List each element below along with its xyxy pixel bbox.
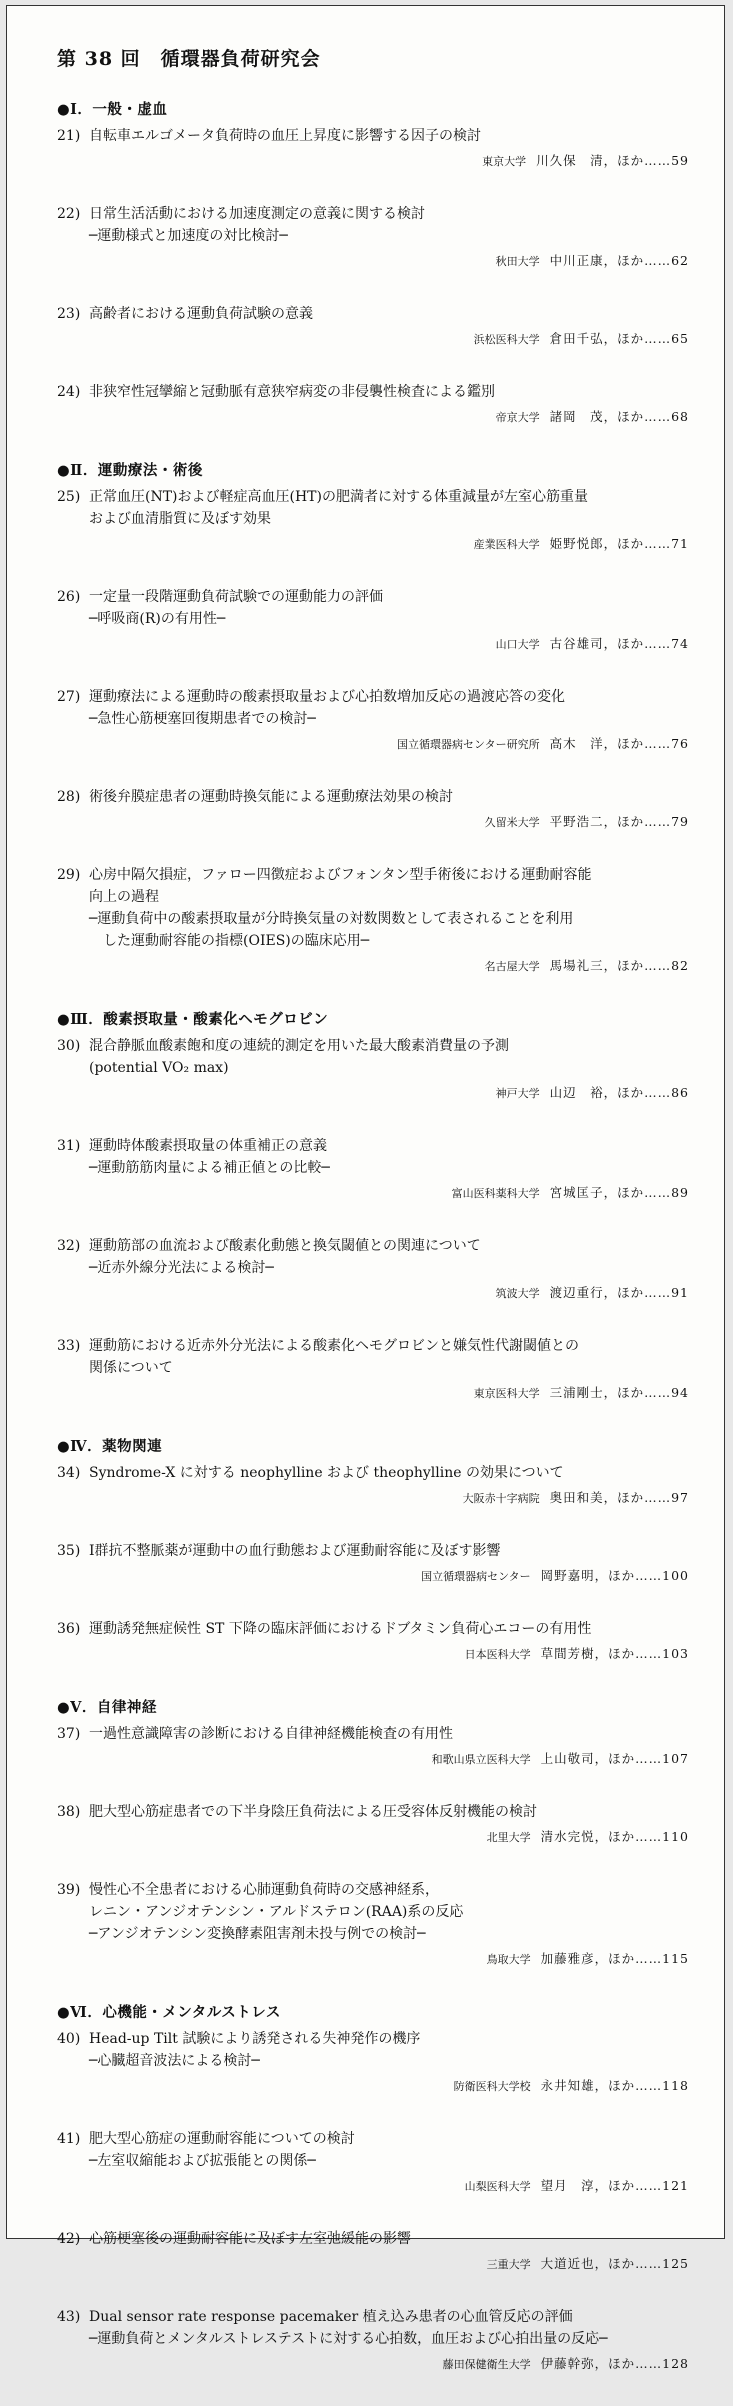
entry-title-line: および血清脂質に及ぼす効果 bbox=[89, 511, 271, 527]
entry-number: 30) bbox=[57, 1038, 81, 1054]
entry-affiliation: 秋田大学 bbox=[495, 255, 540, 268]
entry-author-line bbox=[57, 534, 689, 555]
entry-title-line: 一定量一段階運動負荷試験での運動能力の評価 bbox=[89, 589, 383, 605]
entry-title-line: 運動筋部の血流および酸素化動態と換気閾値との関連について bbox=[89, 1238, 481, 1254]
entry-author-line bbox=[57, 1183, 689, 1204]
entry-subtitle-line: ─アンジオテンシン変換酵素阻害剤未投与例での検討─ bbox=[89, 1926, 426, 1942]
entry-author-page: 高木 洋，ほか……76 bbox=[549, 736, 689, 751]
entry-title-block bbox=[89, 381, 689, 403]
entry-author-line bbox=[57, 151, 689, 172]
entry-number: 34) bbox=[57, 1465, 81, 1481]
entry-number: 33) bbox=[57, 1338, 81, 1354]
toc-entry[interactable] bbox=[57, 381, 689, 428]
entry-affiliation: 藤田保健衛生大学 bbox=[442, 2358, 531, 2371]
entry-number: 40) bbox=[57, 2031, 81, 2047]
entry-author-page: 馬場礼三，ほか……82 bbox=[549, 958, 689, 973]
entry-author-page: 上山敬司，ほか……107 bbox=[540, 1751, 689, 1766]
entry-heading bbox=[57, 2228, 689, 2250]
entry-heading bbox=[57, 486, 689, 530]
entry-heading bbox=[57, 381, 689, 403]
entry-heading bbox=[57, 1235, 689, 1279]
entry-title-block bbox=[89, 2028, 689, 2072]
entry-title-line: Head-up Tilt 試験により誘発される失神発作の機序 bbox=[89, 2031, 421, 2047]
toc-entry[interactable] bbox=[57, 203, 689, 272]
entry-number: 22) bbox=[57, 206, 81, 222]
entry-author-page: 平野浩二，ほか……79 bbox=[549, 814, 689, 829]
entry-title-block bbox=[89, 2128, 689, 2172]
entry-title-block bbox=[89, 1618, 689, 1640]
entry-author-line bbox=[57, 634, 689, 655]
entry-title-line: 一過性意識障害の診断における自律神経機能検査の有用性 bbox=[89, 1726, 453, 1742]
entry-affiliation: 三重大学 bbox=[486, 2258, 531, 2271]
entry-title-block bbox=[89, 1462, 689, 1484]
entry-title-line: 心筋梗塞後の運動耐容能に及ぼす左室弛緩能の影響 bbox=[89, 2231, 411, 2247]
entry-number: 35) bbox=[57, 1543, 81, 1559]
entry-title-block bbox=[89, 1235, 689, 1279]
toc-entry[interactable] bbox=[57, 1135, 689, 1204]
entry-author-line bbox=[57, 1488, 689, 1509]
entry-author-page: 清水完悦，ほか……110 bbox=[540, 1829, 689, 1844]
entry-subtitle-line: ─左室収縮能および拡張能との関係─ bbox=[89, 2153, 316, 2169]
entry-author-line bbox=[57, 407, 689, 428]
entry-title-block bbox=[89, 1801, 689, 1823]
entry-subtitle-line: ─運動筋筋肉量による補正値との比較─ bbox=[89, 1160, 330, 1176]
entry-author-page: 三浦剛士，ほか……94 bbox=[549, 1385, 689, 1400]
toc-entry[interactable] bbox=[57, 486, 689, 555]
entry-title-line: 向上の過程 bbox=[89, 889, 159, 905]
toc-entry[interactable] bbox=[57, 1335, 689, 1404]
entry-author-page: 古谷雄司，ほか……74 bbox=[549, 636, 689, 651]
entry-title-line: 運動筋における近赤外分光法による酸素化ヘモグロビンと嫌気性代謝閾値との bbox=[89, 1338, 579, 1354]
entry-title-line: 運動療法による運動時の酸素摂取量および心拍数増加反応の過渡応答の変化 bbox=[89, 689, 565, 705]
entry-number: 38) bbox=[57, 1804, 81, 1820]
entry-affiliation: 帝京大学 bbox=[495, 411, 540, 424]
entry-affiliation: 大阪赤十字病院 bbox=[462, 1492, 540, 1505]
entry-heading bbox=[57, 1618, 689, 1640]
entry-author-line bbox=[57, 1749, 689, 1770]
entry-heading bbox=[57, 1540, 689, 1562]
entry-title-block bbox=[89, 1723, 689, 1745]
entry-affiliation: 浜松医科大学 bbox=[473, 333, 540, 346]
entry-heading bbox=[57, 1462, 689, 1484]
entry-title-block bbox=[89, 1335, 689, 1379]
section-heading: ●Ⅳ．薬物関連 bbox=[57, 1438, 163, 1455]
entry-number: 36) bbox=[57, 1621, 81, 1637]
entry-title-line: Dual sensor rate response pacemaker 植え込み患者の心血管反応の評価 bbox=[89, 2309, 573, 2325]
entry-heading bbox=[57, 303, 689, 325]
section-heading: ●Ⅱ．運動療法・術後 bbox=[57, 462, 203, 479]
entry-title-block bbox=[89, 486, 689, 530]
toc-entry[interactable] bbox=[57, 303, 689, 350]
toc-entry[interactable] bbox=[57, 1879, 689, 1970]
entry-number: 39) bbox=[57, 1882, 81, 1898]
entry-author-page: 伊藤幹弥，ほか……128 bbox=[540, 2356, 689, 2371]
entry-author-line bbox=[57, 812, 689, 833]
entry-heading bbox=[57, 2028, 689, 2072]
toc-section bbox=[57, 98, 689, 428]
entry-title-line: 術後弁膜症患者の運動時換気能による運動療法効果の検討 bbox=[89, 789, 453, 805]
page-title: 第 38 回 循環器負荷研究会 bbox=[57, 48, 321, 70]
toc-page bbox=[6, 5, 725, 2371]
entry-number: 25) bbox=[57, 489, 81, 505]
entry-author-page: 奥田和美，ほか……97 bbox=[549, 1490, 689, 1505]
toc-entry[interactable] bbox=[57, 1235, 689, 1304]
toc-section bbox=[57, 1435, 689, 1665]
entry-subtitle-line: ─心臓超音波法による検討─ bbox=[89, 2053, 260, 2069]
entry-number: 23) bbox=[57, 306, 81, 322]
entry-title-line: Syndrome-X に対する neophylline および theophylline の効果について bbox=[89, 1465, 564, 1481]
entry-number: 28) bbox=[57, 789, 81, 805]
toc-entry[interactable] bbox=[57, 125, 689, 172]
entry-heading bbox=[57, 586, 689, 630]
entry-number: 43) bbox=[57, 2309, 81, 2325]
entry-author-line bbox=[57, 1566, 689, 1587]
toc-section bbox=[57, 1008, 689, 1404]
toc-entry[interactable] bbox=[57, 786, 689, 833]
entry-author-page: 望月 淳，ほか……121 bbox=[540, 2178, 689, 2193]
entry-affiliation: 国立循環器病センター bbox=[421, 1570, 531, 1583]
entry-author-page: 岡野嘉明，ほか……100 bbox=[540, 1568, 689, 1583]
entry-affiliation: 山口大学 bbox=[495, 638, 540, 651]
entry-subtitle-line: ─近赤外線分光法による検討─ bbox=[89, 1260, 274, 1276]
entry-title-line: 関係について bbox=[89, 1360, 173, 1376]
toc-entry[interactable] bbox=[57, 2028, 689, 2097]
entry-title-block bbox=[89, 864, 689, 952]
entry-heading bbox=[57, 1035, 689, 1079]
entry-heading bbox=[57, 1879, 689, 1945]
entry-number: 42) bbox=[57, 2231, 81, 2247]
entry-author-page: 姫野悦郎，ほか……71 bbox=[549, 536, 689, 551]
entry-title-block bbox=[89, 686, 689, 730]
entry-author-line bbox=[57, 956, 689, 977]
entry-number: 21) bbox=[57, 128, 81, 144]
entry-title-block bbox=[89, 1879, 689, 1945]
toc-section bbox=[57, 459, 689, 977]
entry-subtitle-line: ─運動負荷中の酸素摂取量が分時換気量の対数関数として表されることを利用 bbox=[89, 911, 574, 927]
entry-number: 37) bbox=[57, 1726, 81, 1742]
entry-heading bbox=[57, 1335, 689, 1379]
toc-entry[interactable] bbox=[57, 864, 689, 977]
entry-heading bbox=[57, 864, 689, 952]
entry-affiliation: 日本医科大学 bbox=[464, 1648, 531, 1661]
toc-section bbox=[57, 1696, 689, 1970]
entry-affiliation: 神戸大学 bbox=[495, 1087, 540, 1100]
entry-affiliation: 久留米大学 bbox=[484, 816, 540, 829]
entry-number: 27) bbox=[57, 689, 81, 705]
entry-title-line: Ⅰ群抗不整脈薬が運動中の血行動態および運動耐容能に及ぼす影響 bbox=[89, 1543, 501, 1559]
entry-subtitle-line: ─運動様式と加速度の対比検討─ bbox=[89, 228, 288, 244]
entry-author-line bbox=[57, 2176, 689, 2197]
entry-author-line bbox=[57, 1283, 689, 1304]
entry-title-block bbox=[89, 125, 689, 147]
entry-author-line bbox=[57, 2076, 689, 2097]
entry-heading bbox=[57, 2128, 689, 2172]
entry-affiliation: 山梨医科大学 bbox=[464, 2180, 531, 2193]
entry-title-line: 運動時体酸素摂取量の体重補正の意義 bbox=[89, 1138, 327, 1154]
entry-title-line: 高齢者における運動負荷試験の意義 bbox=[89, 306, 313, 322]
entry-affiliation: 筑波大学 bbox=[495, 1287, 540, 1300]
toc-entry[interactable] bbox=[57, 686, 689, 755]
entry-subtitle-line: ─急性心筋梗塞回復期患者での検討─ bbox=[89, 711, 316, 727]
entry-affiliation: 名古屋大学 bbox=[484, 960, 540, 973]
entry-title-line: 日常生活活動における加速度測定の意義に関する検討 bbox=[89, 206, 425, 222]
entry-heading bbox=[57, 1723, 689, 1745]
entry-title-line: 心房中隔欠損症，ファロー四徴症およびフォンタン型手術後における運動耐容能 bbox=[89, 867, 592, 883]
entry-subtitle-line: した運動耐容能の指標(OIES)の臨床応用─ bbox=[89, 933, 370, 949]
toc-entry[interactable] bbox=[57, 1618, 689, 1665]
entry-author-page: 宮城匡子，ほか……89 bbox=[549, 1185, 689, 1200]
toc-entry[interactable] bbox=[57, 2306, 689, 2375]
entry-title-block bbox=[89, 2228, 689, 2250]
entry-title-block bbox=[89, 303, 689, 325]
toc-entry[interactable] bbox=[57, 1723, 689, 1770]
entry-author-page: 加藤雅彦，ほか……115 bbox=[540, 1951, 689, 1966]
entry-author-line bbox=[57, 1083, 689, 1104]
entry-author-page: 川久保 清，ほか……59 bbox=[536, 153, 689, 168]
toc-content bbox=[57, 98, 689, 2406]
entry-author-line bbox=[57, 1827, 689, 1848]
section-heading: ●Ⅴ．自律神経 bbox=[57, 1699, 157, 1716]
entry-title-line: 非狭窄性冠攣縮と冠動脈有意狭窄病変の非侵襲性検査による鑑別 bbox=[89, 384, 495, 400]
toc-entry[interactable] bbox=[57, 1801, 689, 1848]
entry-number: 41) bbox=[57, 2131, 81, 2147]
entry-author-page: 大道近也，ほか……125 bbox=[540, 2256, 689, 2271]
entry-author-line bbox=[57, 251, 689, 272]
toc-entry[interactable] bbox=[57, 1540, 689, 1587]
entry-heading bbox=[57, 786, 689, 808]
toc-section bbox=[57, 2001, 689, 2375]
entry-affiliation: 東京医科大学 bbox=[473, 1387, 540, 1400]
entry-heading bbox=[57, 203, 689, 247]
entry-number: 29) bbox=[57, 867, 81, 883]
entry-author-line bbox=[57, 329, 689, 350]
entry-heading bbox=[57, 1135, 689, 1179]
entry-title-line: 運動誘発無症候性 ST 下降の臨床評価におけるドブタミン負荷心エコーの有用性 bbox=[89, 1621, 592, 1637]
entry-number: 24) bbox=[57, 384, 81, 400]
toc-entry[interactable] bbox=[57, 2128, 689, 2197]
entry-author-line bbox=[57, 2354, 689, 2375]
entry-author-page: 渡辺重行，ほか……91 bbox=[549, 1285, 689, 1300]
entry-author-line bbox=[57, 1949, 689, 1970]
entry-title-block bbox=[89, 1135, 689, 1179]
entry-heading bbox=[57, 686, 689, 730]
toc-entry[interactable] bbox=[57, 586, 689, 655]
entry-author-page: 永井知雄，ほか……118 bbox=[540, 2078, 689, 2093]
entry-author-page: 中川正康，ほか……62 bbox=[549, 253, 689, 268]
entry-affiliation: 和歌山県立医科大学 bbox=[431, 1753, 531, 1766]
entry-affiliation: 防衛医科大学校 bbox=[453, 2080, 531, 2093]
entry-author-page: 諸岡 茂，ほか……68 bbox=[549, 409, 689, 424]
section-heading: ●Ⅲ．酸素摂取量・酸素化ヘモグロビン bbox=[57, 1011, 329, 1028]
entry-title-block bbox=[89, 203, 689, 247]
entry-author-line bbox=[57, 2254, 689, 2275]
entry-title-line: (potential VO₂ max) bbox=[89, 1060, 229, 1076]
entry-subtitle-line: ─呼吸商(R)の有用性─ bbox=[89, 611, 226, 627]
entry-title-block bbox=[89, 1035, 689, 1079]
entry-author-line bbox=[57, 1383, 689, 1404]
entry-title-line: 混合静脈血酸素飽和度の連続的測定を用いた最大酸素消費量の予測 bbox=[89, 1038, 509, 1054]
entry-subtitle-line: ─運動負荷とメンタルストレステストに対する心拍数，血圧および心拍出量の反応─ bbox=[89, 2331, 608, 2347]
entry-author-page: 倉田千弘，ほか……65 bbox=[549, 331, 689, 346]
entry-heading bbox=[57, 2306, 689, 2350]
entry-title-block bbox=[89, 2306, 689, 2350]
entry-title-line: 正常血圧(NT)および軽症高血圧(HT)の肥満者に対する体重減量が左室心筋重量 bbox=[89, 489, 588, 505]
toc-entry[interactable] bbox=[57, 1462, 689, 1509]
entry-title-line: 慢性心不全患者における心肺運動負荷時の交感神経系， bbox=[89, 1882, 439, 1898]
entry-title-block bbox=[89, 586, 689, 630]
entry-author-line bbox=[57, 734, 689, 755]
entry-number: 31) bbox=[57, 1138, 81, 1154]
entry-author-page: 草間芳樹，ほか……103 bbox=[540, 1646, 689, 1661]
entry-author-page: 山辺 裕，ほか……86 bbox=[549, 1085, 689, 1100]
toc-entry[interactable] bbox=[57, 2228, 689, 2275]
entry-title-block bbox=[89, 1540, 689, 1562]
entry-title-line: レニン・アンジオテンシン・アルドステロン(RAA)系の反応 bbox=[89, 1904, 464, 1920]
entry-title-block bbox=[89, 786, 689, 808]
entry-title-line: 自転車エルゴメータ負荷時の血圧上昇度に影響する因子の検討 bbox=[89, 128, 481, 144]
entry-affiliation: 北里大学 bbox=[486, 1831, 531, 1844]
entry-affiliation: 鳥取大学 bbox=[486, 1953, 531, 1966]
entry-author-line bbox=[57, 1644, 689, 1665]
section-heading: ●Ⅰ．一般・虚血 bbox=[57, 101, 168, 118]
entry-number: 26) bbox=[57, 589, 81, 605]
entry-title-line: 肥大型心筋症患者での下半身陰圧負荷法による圧受容体反射機能の検討 bbox=[89, 1804, 537, 1820]
entry-heading bbox=[57, 1801, 689, 1823]
entry-affiliation: 富山医科薬科大学 bbox=[451, 1187, 540, 1200]
entry-heading bbox=[57, 125, 689, 147]
entry-affiliation: 東京大学 bbox=[482, 155, 527, 168]
toc-entry[interactable] bbox=[57, 1035, 689, 1104]
section-heading: ●Ⅵ．心機能・メンタルストレス bbox=[57, 2004, 281, 2021]
entry-number: 32) bbox=[57, 1238, 81, 1254]
entry-affiliation: 産業医科大学 bbox=[473, 538, 540, 551]
entry-affiliation: 国立循環器病センター研究所 bbox=[397, 738, 540, 751]
entry-title-line: 肥大型心筋症の運動耐容能についての検討 bbox=[89, 2131, 355, 2147]
